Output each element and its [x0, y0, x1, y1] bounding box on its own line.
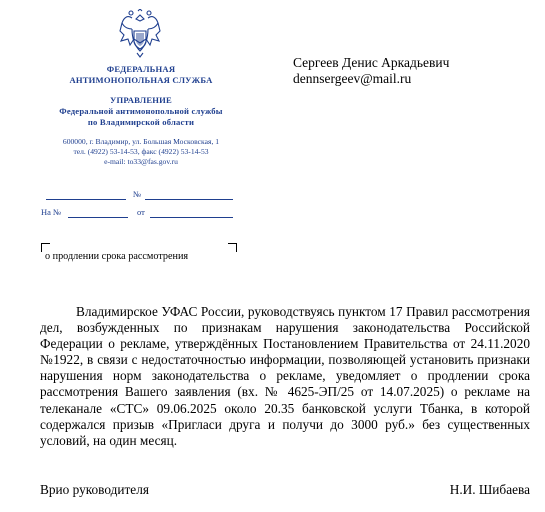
signatory-position: Врио руководителя: [40, 482, 149, 497]
agency-name-line1: ФЕДЕРАЛЬНАЯ: [106, 64, 176, 74]
department-line2: Федеральной антимонопольной службы: [59, 106, 223, 116]
addressee-name: Сергеев Денис Аркадьевич: [293, 55, 450, 70]
agency-address: 600000, г. Владимир, ул. Большая Московская, 1: [62, 137, 220, 146]
from-line: [150, 217, 233, 218]
letter-body: Владимирское УФАС России, руководствуясь пунктом 17 Правил рассмотрения дел, возбужденных по признакам нарушения законодательства Российской Федерации о рекламе, утверждённых Постановлением Правительства от 24.11.2020 №1922, в связи с недостаточностью информации, позволяющей установить признаки нарушения норм законодательства о рекламе, уведомляет о продлении срока рассмотрения Вашего заявления (вх. № 4625-ЭП/25 от 14.07.2025) о рекламе на телеканале «СТС» 09.06.2025 около 20.35 банковской услуги Тбанка, в которой содержался призыв «Пригласи друга и получи до 3000 руб.» без существенных условий, на один месяц.: [40, 304, 530, 448]
coat-of-arms-icon: [118, 9, 162, 59]
agency-email: e-mail: to33@fas.gov.ru: [104, 157, 178, 166]
agency-name-line2: АНТИМОНОПОЛЬНАЯ СЛУЖБА: [69, 75, 213, 85]
addressee-block: [293, 55, 449, 87]
addressee-email: dennsergeev@mail.ru: [293, 71, 412, 86]
number-label: №: [133, 189, 142, 199]
signatory-name: Н.И. Шибаева: [449, 482, 530, 497]
reference-label: На №: [41, 207, 62, 217]
number-line: [145, 199, 233, 200]
department-line3: по Владимирской области: [87, 117, 195, 127]
agency-phones: тел. (4922) 53-14-53, факс (4922) 53-14-53: [73, 147, 209, 156]
corner-top-right: [228, 243, 237, 252]
letter-subject: о продлении срока рассмотрения: [45, 251, 189, 262]
from-label: от: [137, 207, 145, 217]
reference-line: [68, 217, 128, 218]
date-line: [46, 199, 126, 200]
department-title: УПРАВЛЕНИЕ: [110, 95, 172, 105]
